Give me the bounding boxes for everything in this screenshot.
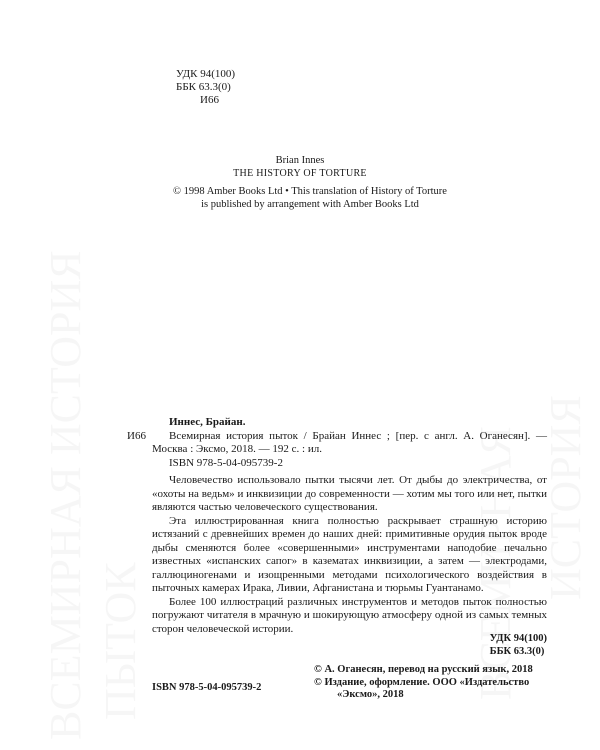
catalog-author: Иннес, Брайан.	[169, 416, 246, 428]
header-classification-codes	[176, 68, 235, 107]
footer-bbk-code: ББК 63.3(0)	[489, 646, 545, 657]
original-copyright	[160, 185, 460, 211]
isbn-main: ISBN 978-5-04-095739-2	[169, 457, 283, 469]
author-mark: И66	[200, 94, 219, 106]
footer-copyrights	[314, 664, 533, 702]
udk-code: УДК 94(100)	[176, 68, 236, 80]
catalog-entry	[127, 416, 547, 457]
original-copyright-line-2: is published by arrangement with Amber Books Ltd	[201, 199, 419, 210]
abstract	[152, 474, 547, 636]
isbn-footer: ISBN 978-5-04-095739-2	[152, 682, 262, 693]
abstract-paragraph: Более 100 иллюстраций различных инструментов и методов пыток полностью погружают читателя в мрачную и шокирующую атмосферу одной из самых темных сторон человеческой истории.	[152, 595, 547, 635]
copyright-edition-line-1: © Издание, оформление. ООО «Издательство	[314, 676, 530, 688]
copyright-edition-line-2: «Эксмо», 2018	[337, 689, 404, 700]
bbk-code: ББК 63.3(0)	[176, 81, 231, 93]
footer-udk-code: УДК 94(100)	[489, 633, 547, 644]
catalog-description: Всемирная история пыток / Брайан Иннес ; [пер. с англ. А. Оганесян]. — Москва : Эксмо, 2018. — 192 с. : ил.	[152, 429, 547, 455]
copyright-translation: © А. Оганесян, перевод на русский язык, 2018	[314, 664, 533, 675]
footer-classification-codes	[490, 632, 547, 658]
catalog-code: И66	[127, 429, 146, 442]
original-title: THE HISTORY OF TORTURE	[233, 168, 367, 179]
original-copyright-line-1: © 1998 Amber Books Ltd • This translation of History of Torture	[173, 186, 447, 197]
abstract-paragraph: Эта иллюстрированная книга полностью раскрывает страшную историю истязаний с древнейших времен до наших дней: примитивные орудия пыток вроде дыбы сменяются более «совершенными» инструментами наподобие печально известных «испанских сапог» в казематах инквизиции, а затем — электродами, галлюциногенами и изощренными методами психологического воздействия в пыточных камерах Ирака, Ливии, Афганистана и тюрьмы Гуантанамо.	[152, 514, 547, 594]
original-edition-block	[130, 154, 470, 180]
abstract-paragraph: Человечество использовало пытки тысячи лет. От дыбы до электричества, от «охоты на ведьм» и инквизиции до современности — хотим мы того или нет, пытки являются частью человеческого существования.	[152, 474, 547, 513]
original-author: Brian Innes	[275, 155, 325, 166]
